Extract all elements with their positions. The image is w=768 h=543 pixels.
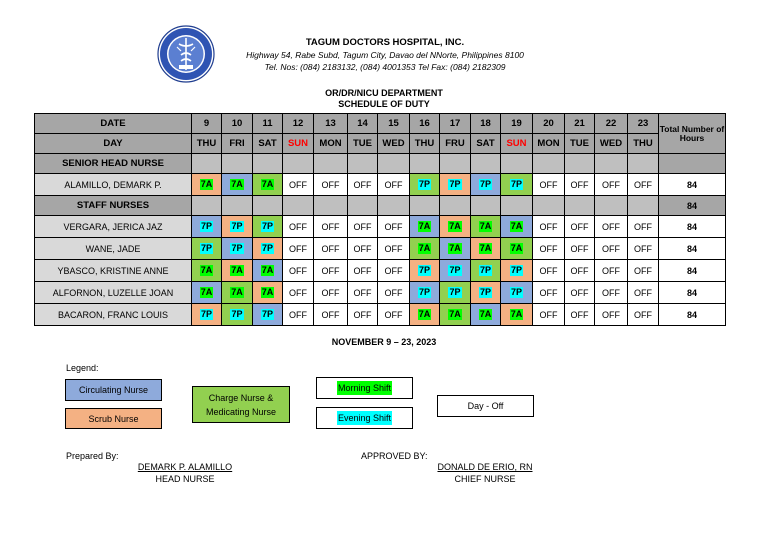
section-blank-cell [410, 196, 440, 216]
shift-cell: OFF [595, 216, 628, 238]
day-5: MON [314, 134, 348, 154]
shift-cell: OFF [595, 260, 628, 282]
day-13: TUE [565, 134, 595, 154]
section-blank-cell [595, 154, 628, 174]
section-blank-cell [283, 196, 314, 216]
shift-cell: OFF [283, 238, 314, 260]
shift-cell [501, 238, 533, 260]
evening-shift-code: 7P [418, 179, 430, 189]
nurse-row [35, 238, 726, 260]
nurse-name: ALAMILLO, DEMARK P. [35, 174, 192, 196]
day-3: SAT [253, 134, 283, 154]
section-blank-cell [192, 154, 222, 174]
shift-cell [440, 260, 471, 282]
shift-cell: OFF [628, 216, 659, 238]
shift-cell [501, 282, 533, 304]
section-blank-cell [283, 154, 314, 174]
section-blank-cell [628, 154, 659, 174]
shift-cell [501, 216, 533, 238]
morning-shift-code: 7A [449, 221, 461, 231]
legend-circulating-nurse: Circulating Nurse [65, 379, 162, 401]
section-blank-cell [378, 154, 410, 174]
hospital-telephone: Tel. Nos: (084) 2183132, (084) 4001353 Tel Fax: (084) 2182309 [264, 62, 506, 72]
legend-charge-label: Charge Nurse & Medicating Nurse [205, 392, 277, 417]
shift-cell [410, 282, 440, 304]
shift-cell [192, 174, 222, 196]
shift-cell [440, 216, 471, 238]
shift-cell [440, 238, 471, 260]
morning-shift-code: 7A [479, 221, 492, 231]
shift-cell [222, 260, 253, 282]
section-title: SENIOR HEAD NURSE [35, 154, 192, 174]
day-8: THU [410, 134, 440, 154]
section-blank-cell [501, 196, 533, 216]
evening-shift-code: 7P [449, 287, 461, 297]
day-14: WED [595, 134, 628, 154]
evening-shift-code: 7P [479, 287, 491, 297]
shift-cell: OFF [628, 260, 659, 282]
morning-shift-code: 7A [479, 309, 492, 319]
section-blank-cell [471, 196, 501, 216]
nurse-name: YBASCO, KRISTINE ANNE [35, 260, 192, 282]
shift-cell [222, 282, 253, 304]
shift-cell [222, 238, 253, 260]
date-header-row [35, 114, 726, 134]
shift-cell: OFF [314, 216, 348, 238]
total-hours-header [659, 114, 726, 154]
shift-cell: OFF [565, 174, 595, 196]
section-title: STAFF NURSES [35, 196, 192, 216]
shift-cell [410, 216, 440, 238]
hospital-seal-logo [157, 25, 215, 83]
shift-cell: OFF [348, 282, 378, 304]
shift-cell: OFF [533, 260, 565, 282]
shift-cell [471, 238, 501, 260]
shift-cell: OFF [533, 304, 565, 326]
morning-shift-code: 7A [261, 265, 274, 275]
shift-cell [471, 260, 501, 282]
prepared-by-label: Prepared By: [66, 451, 119, 461]
prepared-by-name: DEMARK P. ALAMILLO [137, 462, 233, 472]
date-18: 18 [471, 114, 501, 134]
date-16: 16 [410, 114, 440, 134]
date-14: 14 [348, 114, 378, 134]
shift-cell: OFF [628, 304, 659, 326]
date-21: 21 [565, 114, 595, 134]
evening-shift-code: 7P [418, 265, 430, 275]
evening-shift-code: 7P [200, 221, 212, 231]
morning-shift-code: 7A [510, 309, 523, 319]
shift-cell: OFF [565, 216, 595, 238]
shift-cell: OFF [348, 260, 378, 282]
date-17: 17 [440, 114, 471, 134]
shift-cell: OFF [314, 282, 348, 304]
approved-by-label: APPROVED BY: [361, 451, 428, 461]
date-11: 11 [253, 114, 283, 134]
shift-cell [253, 216, 283, 238]
shift-cell: OFF [565, 282, 595, 304]
shift-cell [192, 238, 222, 260]
legend-scrub-nurse: Scrub Nurse [65, 408, 162, 429]
day-10: SAT [471, 134, 501, 154]
morning-shift-code: 7A [200, 265, 213, 275]
date-label: DATE [35, 114, 192, 134]
evening-shift-code: 7P [261, 221, 273, 231]
hospital-address: Highway 54, Rabe Subd, Tagum City, Davao del NNorte, Philippines 8100 [246, 50, 524, 60]
shift-cell: OFF [595, 282, 628, 304]
shift-cell: OFF [628, 282, 659, 304]
shift-cell: OFF [348, 174, 378, 196]
shift-cell [440, 282, 471, 304]
date-15: 15 [378, 114, 410, 134]
prepared-by-block [105, 461, 265, 485]
nurse-total-hours: 84 [659, 304, 726, 326]
shift-cell: OFF [595, 238, 628, 260]
shift-cell [501, 260, 533, 282]
shift-cell: OFF [378, 260, 410, 282]
shift-cell: OFF [628, 238, 659, 260]
hospital-name: TAGUM DOCTORS HOSPITAL, INC. [305, 37, 465, 48]
section-blank-cell [410, 154, 440, 174]
section-blank-cell [565, 196, 595, 216]
shift-cell: OFF [533, 282, 565, 304]
legend-evening-shift [316, 407, 413, 429]
legend-day-off: Day - Off [437, 395, 534, 417]
legend-charge-nurse [192, 386, 290, 423]
morning-shift-code: 7A [261, 287, 274, 297]
shift-cell: OFF [378, 238, 410, 260]
shift-cell: OFF [348, 238, 378, 260]
schedule-title: SCHEDULE OF DUTY [338, 99, 430, 109]
shift-cell: OFF [314, 174, 348, 196]
section-row [35, 154, 726, 174]
section-blank-cell [314, 196, 348, 216]
shift-cell [253, 238, 283, 260]
evening-shift-code: 7P [510, 287, 522, 297]
morning-shift-code: 7A [261, 179, 274, 189]
shift-cell: OFF [314, 304, 348, 326]
morning-shift-code: 7A [200, 179, 213, 189]
shift-cell [440, 174, 471, 196]
shift-cell: OFF [378, 216, 410, 238]
date-20: 20 [533, 114, 565, 134]
evening-shift-code: 7P [261, 243, 273, 253]
section-blank-cell [222, 154, 253, 174]
day-7: WED [378, 134, 410, 154]
section-blank-cell [253, 154, 283, 174]
shift-cell [253, 282, 283, 304]
date-23: 23 [628, 114, 659, 134]
shift-cell: OFF [283, 282, 314, 304]
evening-shift-code: 7P [418, 287, 430, 297]
shift-cell: OFF [595, 304, 628, 326]
evening-shift-code: 7P [479, 179, 491, 189]
evening-shift-code: 7P [510, 265, 522, 275]
shift-cell: OFF [283, 304, 314, 326]
morning-shift-code: 7A [418, 221, 431, 231]
morning-shift-code: 7A [510, 243, 523, 253]
shift-cell [192, 282, 222, 304]
shift-cell: OFF [533, 216, 565, 238]
morning-shift-code: 7A [231, 265, 243, 275]
date-10: 10 [222, 114, 253, 134]
total-hours-label: Total Number of Hours [659, 123, 725, 143]
section-blank-cell [501, 154, 533, 174]
legend-morning-shift [316, 377, 413, 399]
shift-cell: OFF [378, 174, 410, 196]
morning-shift-code: 7A [200, 287, 213, 297]
section-row [35, 196, 726, 216]
nurse-name: VERGARA, JERICA JAZ [35, 216, 192, 238]
section-total: 84 [659, 196, 726, 216]
section-blank-cell [192, 196, 222, 216]
shift-cell: OFF [283, 260, 314, 282]
legend-title: Legend: [66, 363, 99, 373]
shift-cell [222, 304, 253, 326]
day-12: MON [533, 134, 565, 154]
department-heading [0, 88, 768, 110]
section-blank-cell [533, 154, 565, 174]
day-4: SUN [283, 134, 314, 154]
morning-shift-code: 7A [479, 243, 492, 253]
section-blank-cell [595, 196, 628, 216]
approved-by-title: CHIEF NURSE [454, 474, 516, 484]
evening-shift-code: 7P [231, 309, 243, 319]
shift-cell [440, 304, 471, 326]
day-header-row [35, 134, 726, 154]
section-blank-cell [348, 196, 378, 216]
evening-shift-code: 7P [479, 265, 491, 275]
day-2: FRI [222, 134, 253, 154]
evening-shift-code: 7P [449, 179, 461, 189]
section-total [659, 154, 726, 174]
day-6: TUE [348, 134, 378, 154]
nurse-name: WANE, JADE [35, 238, 192, 260]
shift-cell [471, 282, 501, 304]
section-blank-cell [471, 154, 501, 174]
shift-cell: OFF [314, 238, 348, 260]
approved-by-block [405, 461, 565, 485]
shift-cell [471, 304, 501, 326]
shift-cell: OFF [628, 174, 659, 196]
shift-cell: OFF [533, 238, 565, 260]
day-1: THU [192, 134, 222, 154]
day-11: SUN [501, 134, 533, 154]
day-label: DAY [35, 134, 192, 154]
shift-cell: OFF [314, 260, 348, 282]
section-blank-cell [378, 196, 410, 216]
nurse-row [35, 216, 726, 238]
morning-shift-code: 7A [449, 243, 461, 253]
shift-cell [501, 174, 533, 196]
shift-cell: OFF [283, 216, 314, 238]
shift-cell [471, 174, 501, 196]
evening-shift-code: 7P [261, 309, 273, 319]
shift-cell [410, 174, 440, 196]
section-blank-cell [348, 154, 378, 174]
morning-shift-code: 7A [510, 221, 523, 231]
section-blank-cell [565, 154, 595, 174]
legend-evening-label: Evening Shift [337, 413, 392, 423]
nurse-total-hours: 84 [659, 216, 726, 238]
nurse-row [35, 282, 726, 304]
day-15: THU [628, 134, 659, 154]
shift-cell: OFF [565, 304, 595, 326]
nurse-name: BACARON, FRANC LOUIS [35, 304, 192, 326]
date-13: 13 [314, 114, 348, 134]
section-blank-cell [222, 196, 253, 216]
hospital-header [218, 37, 552, 73]
shift-cell: OFF [565, 260, 595, 282]
section-blank-cell [314, 154, 348, 174]
evening-shift-code: 7P [449, 265, 461, 275]
morning-shift-code: 7A [449, 309, 461, 319]
shift-cell: OFF [595, 174, 628, 196]
nurse-total-hours: 84 [659, 260, 726, 282]
date-19: 19 [501, 114, 533, 134]
nurse-row [35, 260, 726, 282]
nurse-row [35, 174, 726, 196]
shift-cell [253, 260, 283, 282]
morning-shift-code: 7A [231, 287, 243, 297]
day-9: FRU [440, 134, 471, 154]
nurse-total-hours: 84 [659, 238, 726, 260]
section-blank-cell [440, 196, 471, 216]
shift-cell [192, 216, 222, 238]
shift-cell [501, 304, 533, 326]
date-12: 12 [283, 114, 314, 134]
section-blank-cell [253, 196, 283, 216]
date-22: 22 [595, 114, 628, 134]
shift-cell [222, 216, 253, 238]
shift-cell [192, 304, 222, 326]
nurse-name: ALFORNON, LUZELLE JOAN [35, 282, 192, 304]
nurse-total-hours: 84 [659, 174, 726, 196]
section-blank-cell [533, 196, 565, 216]
morning-shift-code: 7A [231, 179, 243, 189]
shift-cell [410, 260, 440, 282]
shift-cell [192, 260, 222, 282]
shift-cell [253, 174, 283, 196]
evening-shift-code: 7P [510, 179, 522, 189]
section-blank-cell [628, 196, 659, 216]
nurse-row [35, 304, 726, 326]
evening-shift-code: 7P [231, 243, 243, 253]
department-name: OR/DR/NICU DEPARTMENT [325, 88, 443, 98]
evening-shift-code: 7P [200, 243, 212, 253]
morning-shift-code: 7A [418, 309, 431, 319]
evening-shift-code: 7P [231, 221, 243, 231]
shift-cell [471, 216, 501, 238]
approved-by-name: DONALD DE ERIO, RN [437, 462, 533, 472]
shift-cell: OFF [348, 216, 378, 238]
date-9: 9 [192, 114, 222, 134]
shift-cell [222, 174, 253, 196]
shift-cell: OFF [533, 174, 565, 196]
duty-schedule-table [34, 113, 726, 326]
shift-cell: OFF [378, 282, 410, 304]
schedule-period: NOVEMBER 9 – 23, 2023 [331, 337, 437, 347]
shift-cell: OFF [378, 304, 410, 326]
shift-cell [253, 304, 283, 326]
shift-cell: OFF [565, 238, 595, 260]
shift-cell: OFF [348, 304, 378, 326]
morning-shift-code: 7A [418, 243, 431, 253]
legend-morning-label: Morning Shift [337, 383, 392, 393]
shift-cell [410, 304, 440, 326]
shift-cell [410, 238, 440, 260]
shift-cell: OFF [283, 174, 314, 196]
section-blank-cell [440, 154, 471, 174]
nurse-total-hours: 84 [659, 282, 726, 304]
evening-shift-code: 7P [200, 309, 212, 319]
prepared-by-title: HEAD NURSE [155, 474, 215, 484]
